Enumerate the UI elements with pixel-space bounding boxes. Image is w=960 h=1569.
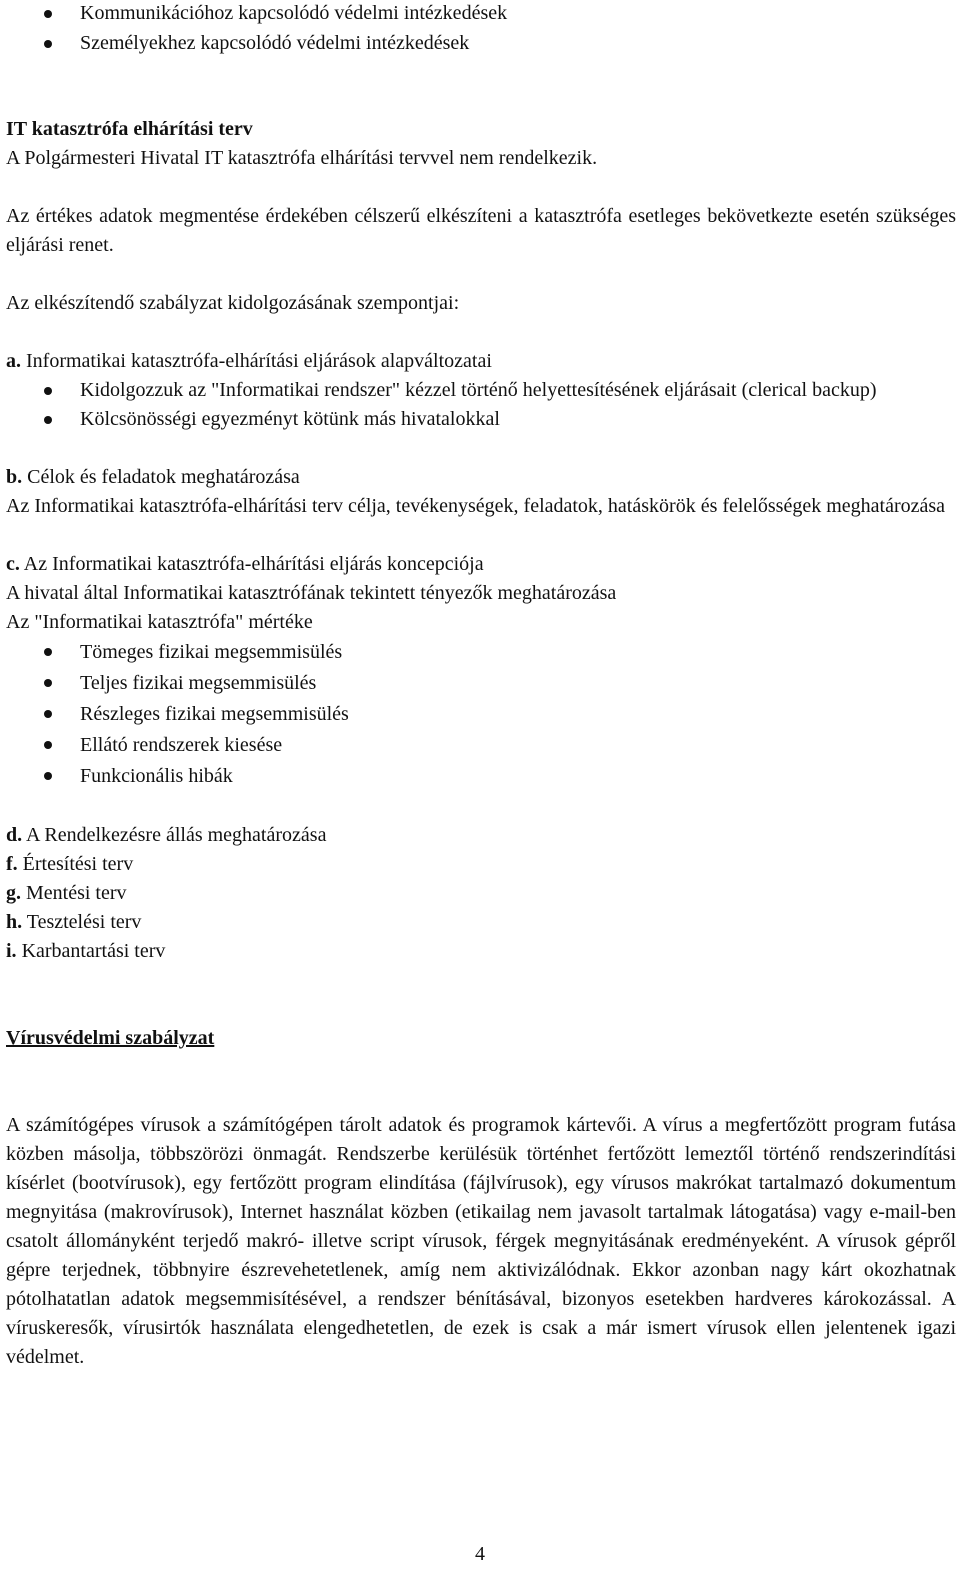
item-text: Mentési terv <box>26 882 127 904</box>
subsection-letter: c. <box>6 553 20 575</box>
item-letter: f. <box>6 853 18 875</box>
item-text: Tesztelési terv <box>26 911 142 933</box>
item-text: Értesítési terv <box>22 853 134 875</box>
page-number: 4 <box>475 1543 485 1565</box>
list-item: Teljes fizikai megsemmisülés <box>6 668 956 699</box>
subsection-title: Informatikai katasztrófa-elhárítási eljárások alapváltozatai <box>26 350 492 372</box>
subsection-c-list <box>6 637 956 792</box>
paragraph: Az "Informatikai katasztrófa" mértéke <box>6 611 313 633</box>
subsection-title: Célok és feladatok meghatározása <box>27 466 300 488</box>
list-item: Tömeges fizikai megsemmisülés <box>6 637 956 668</box>
list-item: Funkcionális hibák <box>6 761 956 792</box>
plan-item <box>6 908 956 937</box>
plan-item <box>6 879 956 908</box>
subsection-letter: a. <box>6 350 21 372</box>
item-letter: h. <box>6 911 23 933</box>
plan-item-list <box>6 821 956 966</box>
item-text: Karbantartási terv <box>21 940 166 962</box>
item-text: A Rendelkezésre állás meghatározása <box>26 824 327 846</box>
list-item: Kölcsönösségi egyezményt kötünk más hivatalokkal <box>6 405 956 434</box>
subsection-letter: b. <box>6 466 23 488</box>
section-heading-virus: Vírusvédelmi szabályzat <box>6 1027 215 1049</box>
plan-item <box>6 937 956 966</box>
plan-item <box>6 821 956 850</box>
list-item: Ellátó rendszerek kiesése <box>6 730 956 761</box>
item-letter: i. <box>6 940 17 962</box>
top-bullet-list <box>6 0 956 58</box>
paragraph: A hivatal által Informatikai katasztrófának tekintett tényezők meghatározása <box>6 582 617 604</box>
list-item: Részleges fizikai megsemmisülés <box>6 699 956 730</box>
subsection-c-title <box>6 550 956 579</box>
item-letter: g. <box>6 882 21 904</box>
subsection-a-title <box>6 347 956 376</box>
paragraph: A Polgármesteri Hivatal IT katasztrófa elhárítási tervvel nem rendelkezik. <box>6 147 598 169</box>
paragraph: Az elkészítendő szabályzat kidolgozásának szempontjai: <box>6 292 460 314</box>
subsection-title: Az Informatikai katasztrófa-elhárítási eljárás koncepciója <box>23 553 484 575</box>
paragraph: Az értékes adatok megmentése érdekében célszerű elkészíteni a katasztrófa esetleges bekövetkezte esetén szükséges eljárási renet. <box>6 205 956 256</box>
subsection-a-list <box>6 376 956 434</box>
plan-item <box>6 850 956 879</box>
document-page <box>6 0 956 1372</box>
item-letter: d. <box>6 824 23 846</box>
list-item: Kidolgozzuk az "Informatikai rendszer" kézzel történő helyettesítésének eljárásait (clerical backup) <box>6 376 956 405</box>
list-item: Személyekhez kapcsolódó védelmi intézkedések <box>6 29 956 58</box>
paragraph: A számítógépes vírusok a számítógépen tárolt adatok és programok kártevői. A vírus a megfertőzött program futása közben másolja, többszörözi önmagát. Rendszerbe kerülésük történhet fertőzött lemeztől történő rendszerindítási kísérlet (bootvírusok), egy fertőzött program elindítása (fájlvírusok), egy vírusos makrókat tartalmazó dokumentum megnyitása (makrovírusok), Internet használat közben (etikailag nem javasolt tartalmak látogatása) vagy e-mail-ben csatolt állományként terjedő makró- illetve script vírusok, férgek megnyitásának eredményeként. A vírusok gépről gépre terjednek, többnyire észrevehetetlenek, amíg nem aktivizálódnak. Ekkor azonban nagy kárt okozhatnak pótolhatatlan adatok megsemmisítésével, a rendszer bénításával, bizonyos esetekben hardveres károkozással. A víruskeresők, vírusirtók használata elengedhetetlen, de ezek is csak a már ismert vírusok ellen jelentenek igazi védelmet. <box>6 1114 956 1368</box>
paragraph: Az Informatikai katasztrófa-elhárítási terv célja, tevékenységek, feladatok, hatáskörök és felelősségek meghatározása <box>6 495 946 517</box>
list-item: Kommunikációhoz kapcsolódó védelmi intézkedések <box>6 0 956 29</box>
section-heading-it: IT katasztrófa elhárítási terv <box>6 118 253 140</box>
subsection-b-title <box>6 463 956 492</box>
